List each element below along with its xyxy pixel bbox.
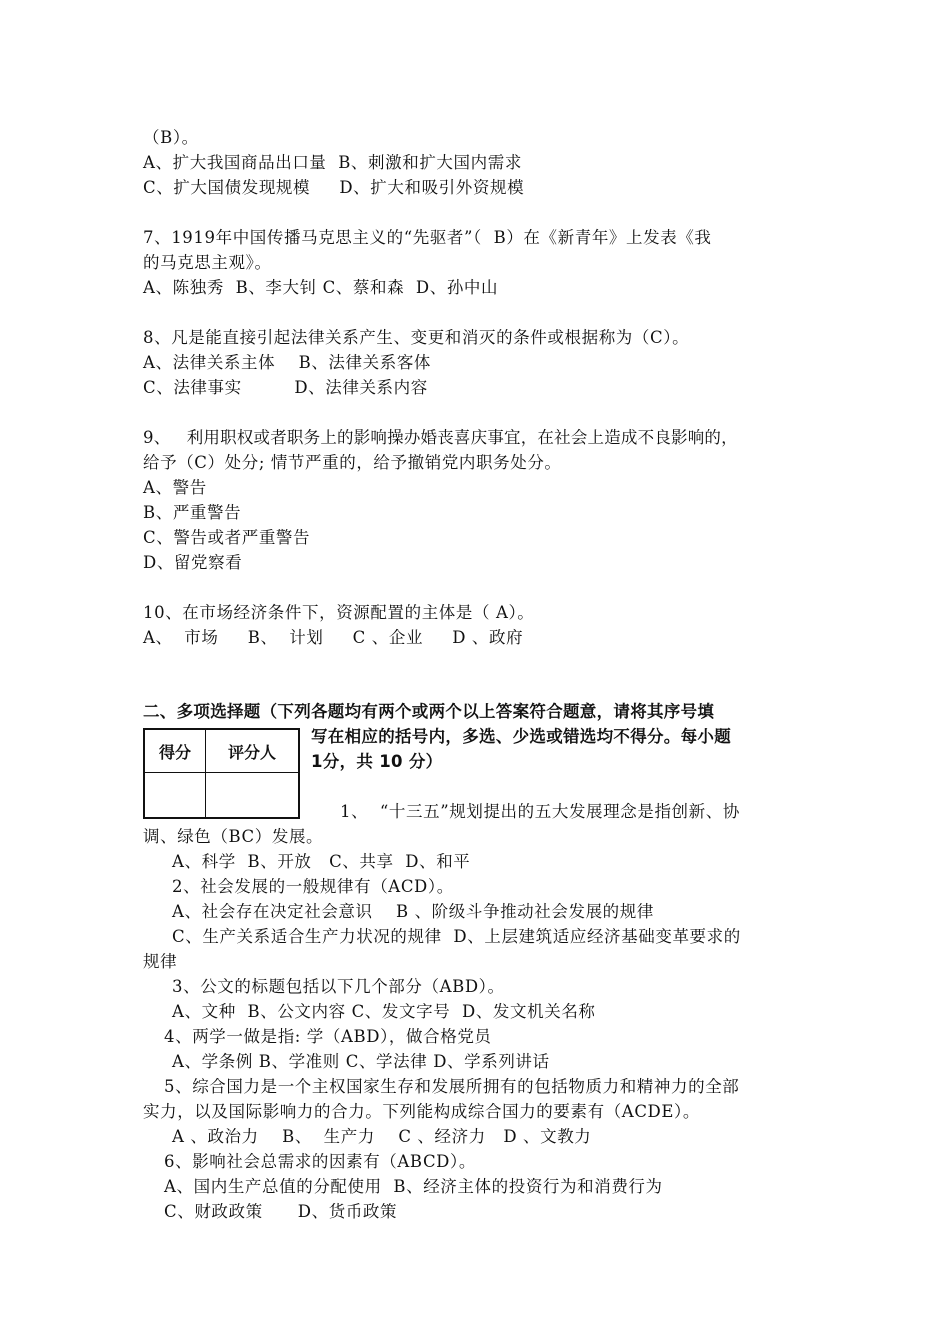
q9-option-d: D、留党察看	[143, 553, 243, 572]
q7-text-2: 的马克思主观》。	[143, 253, 272, 272]
mq5-text-1: 5、综合国力是一个主权国家生存和发展所拥有的包括物质力和精神力的全部	[164, 1077, 740, 1096]
q9-option-a: A、警告	[143, 478, 207, 497]
q8-options-1: A、法律关系主体 B、法律关系客体	[143, 353, 432, 372]
mq1-text-2: 调、绿色（BC）发展。	[143, 827, 324, 846]
q8-text: 8、凡是能直接引起法律关系产生、变更和消灭的条件或根据称为（C）。	[143, 328, 690, 347]
q6-tail: （B）。	[143, 128, 199, 147]
grader-cell[interactable]	[206, 773, 300, 819]
section2-heading-3: 1分，共 10 分）	[311, 752, 443, 771]
section2-heading-2: 写在相应的括号内，多选、少选或错选均不得分。每小题	[311, 727, 731, 746]
q8-options-2: C、法律事实 D、法律关系内容	[143, 378, 428, 397]
q6-options-1: A、扩大我国商品出口量 B、刺激和扩大国内需求	[143, 153, 522, 172]
mq6-options-2: C、财政政策 D、货币政策	[164, 1202, 398, 1221]
score-cell[interactable]	[144, 773, 206, 819]
q9-text-1: 9、 利用职权或者职务上的影响操办婚丧喜庆事宜，在社会上造成不良影响的，	[143, 428, 738, 447]
mq6-options-1: A、国内生产总值的分配使用 B、经济主体的投资行为和消费行为	[164, 1177, 663, 1196]
mq4-text: 4、两学一做是指: 学（ABD），做合格党员	[164, 1027, 492, 1046]
q7-text-1: 7、1919年中国传播马克思主义的“先驱者”（ B）在《新青年》上发表《我	[143, 228, 712, 247]
score-table	[143, 728, 300, 819]
mq3-options: A、文种 B、公文内容 C、发文字号 D、发文机关名称	[172, 1002, 596, 1021]
mq3-text: 3、公文的标题包括以下几个部分（ABD）。	[172, 977, 505, 996]
q6-options-2: C、扩大国债发现规模 D、扩大和吸引外资规模	[143, 178, 525, 197]
grader-header: 评分人	[206, 729, 300, 773]
mq4-options: A、学条例 B、学准则 C、学法律 D、学系列讲话	[172, 1052, 550, 1071]
mq5-text-2: 实力，以及国际影响力的合力。下列能构成综合国力的要素有（ACDE）。	[143, 1102, 700, 1121]
q10-text: 10、在市场经济条件下，资源配置的主体是（ A）。	[143, 603, 535, 622]
mq5-options: A 、政治力 B、 生产力 C 、经济力 D 、文教力	[172, 1127, 592, 1146]
mq2-options-2: C、生产关系适合生产力状况的规律 D、上层建筑适应经济基础变革要求的	[172, 927, 741, 946]
mq6-text: 6、影响社会总需求的因素有（ABCD）。	[164, 1152, 476, 1171]
q9-option-b: B、严重警告	[143, 503, 242, 522]
q9-option-c: C、警告或者严重警告	[143, 528, 311, 547]
mq2-options-3: 规律	[143, 952, 178, 971]
mq1-options: A、科学 B、开放 C、共享 D、和平	[172, 852, 471, 871]
mq2-options-1: A、社会存在决定社会意识 B 、阶级斗争推动社会发展的规律	[172, 902, 654, 921]
mq1-text-1: 1、 “十三五”规划提出的五大发展理念是指创新、协	[340, 802, 740, 821]
q7-options: A、陈独秀 B、李大钊 C、蔡和森 D、孙中山	[143, 278, 499, 297]
section2-heading-1: 二、多项选择题（下列各题均有两个或两个以上答案符合题意，请将其序号填	[143, 702, 715, 721]
q10-options: A、 市场 B、 计划 C 、企业 D 、政府	[143, 628, 524, 647]
score-header: 得分	[144, 729, 206, 773]
mq2-text: 2、社会发展的一般规律有（ACD）。	[172, 877, 454, 896]
q9-text-2: 给予（C）处分; 情节严重的，给予撤销党内职务处分。	[143, 453, 562, 472]
